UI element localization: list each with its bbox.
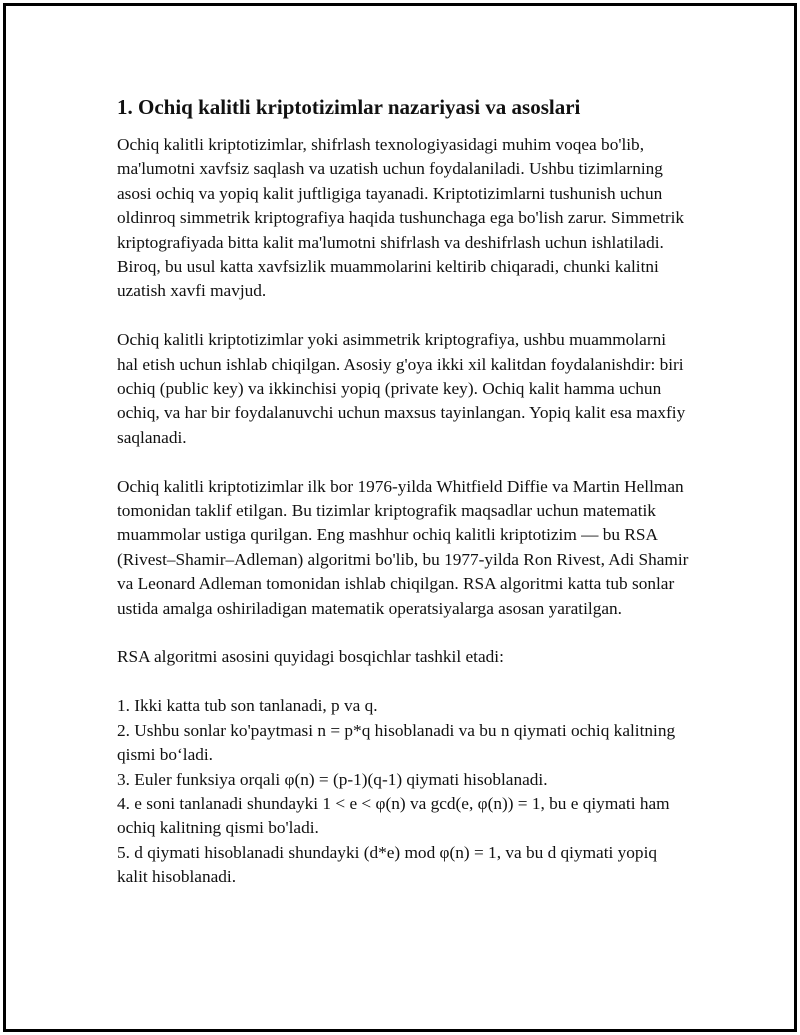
paragraph-asymmetric: Ochiq kalitli kriptotizimlar yoki asimmetrik kriptografiya, ushbu muammolarni hal etish uchun ishlab chiqilgan. Asosiy g'oya ikki xil kalitdan foydalanishdir: biri ochiq (public key) va ikkinchisi yopiq (private key). Ochiq kalit hamma uchun ochiq, va har bir foydalanuvchi uchun maxsus tayinlangan. Yopiq kalit esa maxfiy saqlanadi.: [117, 330, 686, 447]
paragraph-history: Ochiq kalitli kriptotizimlar ilk bor 1976-yilda Whitfield Diffie va Martin Hellman tomonidan taklif etilgan. Bu tizimlar kriptografik maqsadlar uchun matematik muammolar ustiga qurilgan. Eng mashhur ochiq kalitli kriptotizim — bu RSA (Rivest–Shamir–Adleman) algoritmi bo'lib, bu 1977-yilda Ron Rivest, Adi Shamir va Leonard Adleman tomonidan ishlab chiqilgan. RSA algoritmi katta tub sonlar ustida amalga oshiriladigan matematik operatsiyalarga asosan yaratilgan.: [117, 476, 689, 618]
list-item: 1. Ikki katta tub son tanlanadi, p va q.: [117, 696, 378, 716]
rsa-steps-list: [117, 694, 689, 889]
document-body: [117, 93, 689, 890]
list-item: 3. Euler funksiya orqali φ(n) = (p-1)(q-1) qiymati hisoblanadi.: [117, 769, 548, 789]
list-item: 5. d qiymati hisoblanadi shundayki (d*e) mod φ(n) = 1, va bu d qiymati yopiq kalit hisoblanadi.: [117, 842, 658, 887]
paragraph-rsa-intro: RSA algoritmi asosini quyidagi bosqichlar tashkil etadi:: [117, 647, 504, 667]
list-item: 2. Ushbu sonlar ko'paytmasi n = p*q hisoblanadi va bu n qiymati ochiq kalitning qismi bo‘ladi.: [117, 720, 676, 765]
section-heading: 1. Ochiq kalitli kriptotizimlar nazariyasi va asoslari: [117, 95, 581, 119]
list-item: 4. e soni tanlanadi shundayki 1 < e < φ(n) va gcd(e, φ(n)) = 1, bu e qiymati ham ochiq kalitning qismi bo'ladi.: [117, 793, 670, 838]
paragraph-intro: Ochiq kalitli kriptotizimlar, shifrlash texnologiyasidagi muhim voqea bo'lib, ma'lumotni xavfsiz saqlash va uzatish uchun foydalaniladi. Ushbu tizimlarning asosi ochiq va yopiq kalit juftligiga tayanadi. Kriptotizimlarni tushunish uchun oldinroq simmetrik kriptografiya haqida tushunchaga ega bo'lish zarur. Simmetrik kriptografiyada bitta kalit ma'lumotni shifrlash va deshifrlash uchun ishlatiladi. Biroq, bu usul katta xavfsizlik muammolarini keltirib chiqaradi, chunki kalitni uzatish xavfi mavjud.: [117, 135, 685, 301]
